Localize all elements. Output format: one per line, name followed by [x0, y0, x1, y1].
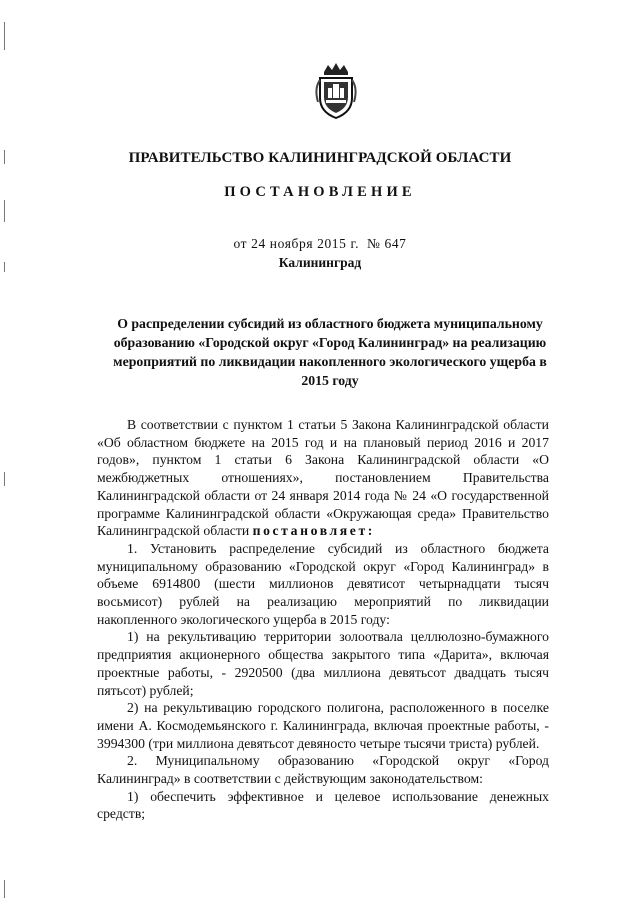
- clause-1-item-1: 1) на рекультивацию территории золоотвала целлюлозно-бумажного предприятия акционерного общества закрытого типа «Дарита», включая проектные работы, - 2920500 (два миллиона девятьсот двадцать тысяч пятьсот) рублей;: [97, 629, 549, 698]
- intro-paragraph: [97, 416, 549, 540]
- document-type-heading: ПОСТАНОВЛЕНИЕ: [224, 184, 416, 200]
- decree-keyword: постановляет:: [252, 523, 375, 539]
- intro-text: В соответствии с пунктом 1 статьи 5 Закона Калининградской области «Об областном бюджете на 2015 год и на плановый период 2016 и 2017 годов», пунктом 1 статьи 6 Закона Калининградской области «О межбюджетных отношениях», постановлением Правительства Калининградской области от 24 января 2014 года № 24 «О государственной программе Калининградской области «Окружающая среда» Правительство Калининградской области: [97, 417, 549, 539]
- clause-2-item-1: 1) обеспечить эффективное и целевое использование денежных средств;: [97, 788, 549, 822]
- coat-of-arms-emblem: [314, 62, 358, 120]
- scan-edge-mark: [4, 472, 5, 486]
- city-name: Калининград: [278, 255, 362, 270]
- scan-edge-mark: [4, 880, 5, 898]
- document-body: [97, 416, 549, 823]
- scan-edge-mark: [4, 200, 5, 222]
- government-name: ПРАВИТЕЛЬСТВО КАЛИНИНГРАДСКОЙ ОБЛАСТИ: [128, 150, 512, 166]
- clause-1: 1. Установить распределение субсидий из областного бюджета муниципальному образованию «Городской округ «Город Калининград» в объеме 6914800 (шести миллионов девятисот четырнадцати тысяч восьмисот) рублей на реализацию мероприятий по ликвидации накопленного экологического ущерба в 2015 году:: [97, 540, 549, 627]
- date-and-number: от 24 ноября 2015 г. № 647: [233, 236, 407, 251]
- clause-2: 2. Муниципальному образованию «Городской округ «Город Калининград» в соответствии с действующим законодательством:: [97, 753, 549, 787]
- clause-1-item-2: 2) на рекультивацию городского полигона, расположенного в поселке имени А. Космодемьянского г. Калининграда, включая проектные работы, - 3994300 (три миллиона девятьсот девяносто четыре тысячи триста) рублей.: [97, 700, 549, 751]
- document-subject-title: О распределении субсидий из областного бюджета муниципальному образованию «Городской округ «Город Калининград» на реализацию мероприятий по ликвидации накопленного экологического ущерба в 2015 году: [113, 316, 547, 388]
- scan-edge-mark: [4, 22, 5, 50]
